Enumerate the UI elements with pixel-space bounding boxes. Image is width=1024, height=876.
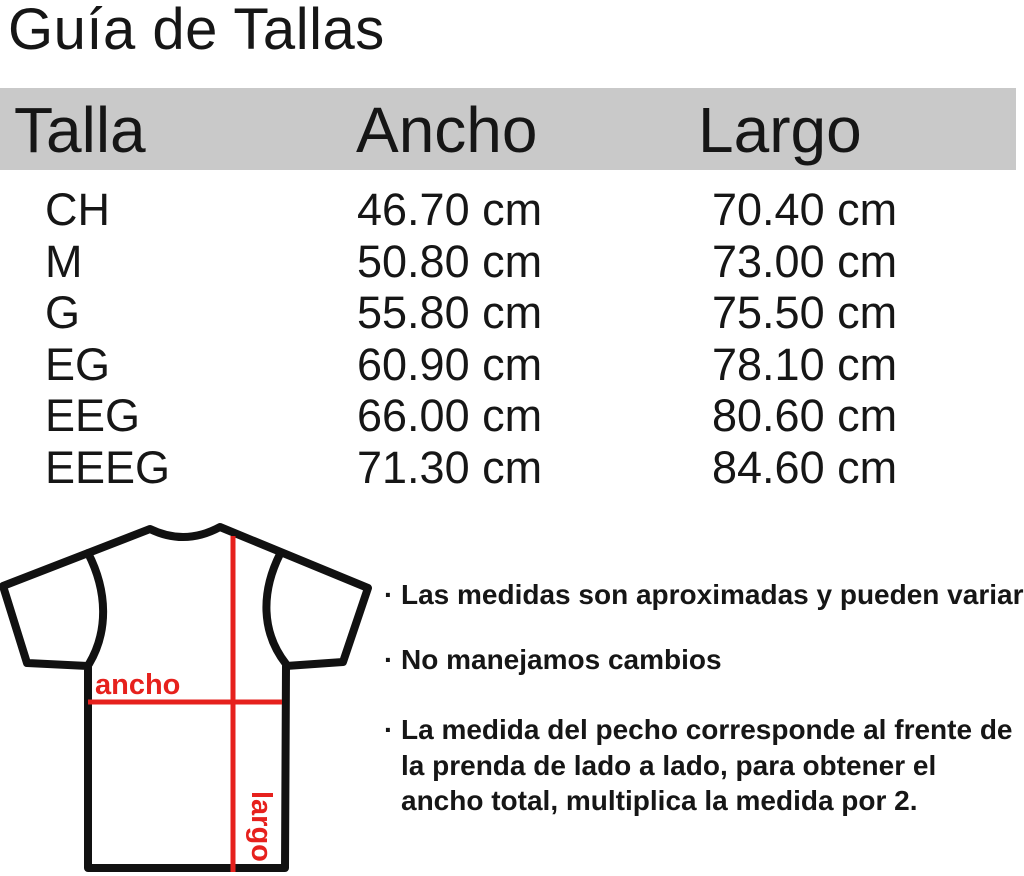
note-item [384, 712, 1013, 819]
cell-largo: 84.60 cm [712, 441, 898, 493]
cell-largo: 80.60 cm [712, 390, 898, 442]
cell-largo: 75.50 cm [712, 287, 898, 339]
cell-talla: EG [45, 338, 111, 390]
cell-ancho: 55.80 cm [357, 287, 543, 339]
bullet-marker: · [384, 714, 394, 745]
cell-ancho: 46.70 cm [357, 184, 543, 235]
table-row [0, 390, 1016, 442]
note-item [384, 642, 722, 678]
tshirt-outline [3, 527, 368, 868]
header-cell-largo: Largo [698, 94, 862, 166]
cell-ancho: 66.00 cm [357, 390, 543, 442]
cell-talla: EEEG [45, 441, 171, 493]
length-label: largo [245, 791, 277, 862]
note-text-line: ancho total, multiplica la medida por 2. [401, 785, 918, 816]
cell-ancho: 50.80 cm [357, 235, 543, 287]
cell-talla: CH [45, 184, 110, 235]
note-text: No manejamos cambios [401, 644, 722, 675]
size-table [0, 184, 1016, 494]
cell-ancho: 71.30 cm [357, 441, 543, 493]
cell-talla: G [45, 287, 81, 339]
table-header-row [0, 88, 1016, 170]
table-row [0, 287, 1016, 339]
cell-largo: 70.40 cm [712, 184, 898, 235]
cell-largo: 78.10 cm [712, 338, 898, 390]
cell-talla: M [45, 235, 83, 287]
note-text-line: la prenda de lado a lado, para obtener el [401, 749, 937, 781]
note-text [401, 712, 1013, 819]
page-title: Guía de Tallas [8, 0, 385, 62]
note-text: Las medidas son aproximadas y pueden variar [401, 579, 1024, 610]
table-row [0, 339, 1016, 391]
table-row [0, 184, 1016, 236]
note-text-line: La medida del pecho corresponde al frente de [401, 714, 1013, 745]
width-label: ancho [95, 669, 181, 701]
header-cell-ancho: Ancho [356, 94, 538, 166]
table-row [0, 442, 1016, 494]
cell-largo: 73.00 cm [712, 235, 898, 287]
tshirt-diagram-svg [0, 500, 380, 876]
note-item [384, 577, 1023, 613]
cell-talla: EEG [45, 390, 141, 442]
tshirt-measurement-diagram [0, 500, 380, 876]
bullet-marker: · [384, 644, 394, 675]
table-row [0, 236, 1016, 288]
header-cell-talla: Talla [14, 94, 146, 166]
cell-ancho: 60.90 cm [357, 338, 543, 390]
bullet-marker: · [384, 579, 394, 610]
